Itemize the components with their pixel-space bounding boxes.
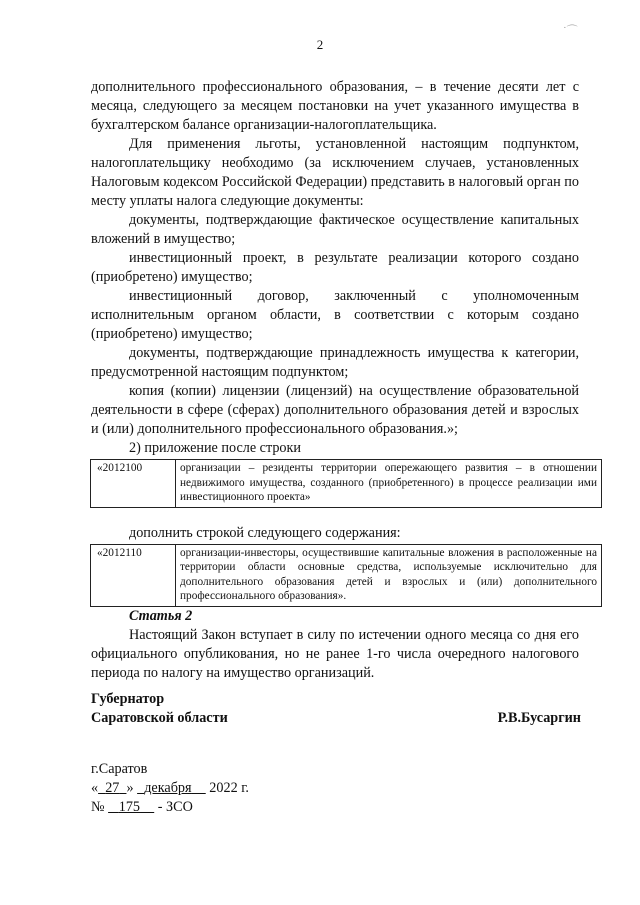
article-text: Настоящий Закон вступает в силу по истечении одного месяца со дня его официального опубликования, но не ранее 1-го числа очередного налогового периода по налогу на имущество организаций. xyxy=(91,626,579,681)
paragraph: копия (копии) лицензии (лицензий) на осуществление образовательной деятельности в сфере (сферах) дополнительного образования детей и взрослых и (или) дополнительного профессионального образования.»; xyxy=(91,383,579,437)
number-suffix: - ЗСО xyxy=(157,799,193,815)
date-day: 27 xyxy=(105,780,120,796)
signature-name: Р.В.Бусаргин xyxy=(497,710,581,726)
paragraph: дополнительного профессионального образования, – в течение десяти лет с месяца, следующего за месяцем постановки на учет указанного имущества в бухгалтерском балансе организации-налогоплательщика. xyxy=(91,79,579,133)
table-row xyxy=(91,544,602,606)
number-prefix: № xyxy=(91,799,105,815)
paragraph: документы, подтверждающие фактическое осуществление капитальных вложений в имущество; xyxy=(91,212,579,247)
signature-position-line2: Саратовской области xyxy=(91,710,228,726)
paragraph: 2) приложение после строки xyxy=(129,440,302,456)
paragraph: документы, подтверждающие принадлежность имущества к категории, предусмотренной настоящим подпунктом; xyxy=(91,345,579,380)
document-meta xyxy=(91,760,249,817)
signature-block xyxy=(91,690,581,728)
spacer xyxy=(91,508,579,524)
new-row-table xyxy=(90,544,602,607)
table-row xyxy=(91,460,602,508)
corner-mark: ˙⌒ xyxy=(563,25,578,37)
row-code: «2012100 xyxy=(91,460,176,508)
city: г.Саратов xyxy=(91,761,148,777)
article-title: Статья 2 xyxy=(129,607,193,624)
row-text: организации-инвесторы, осуществившие капитальные вложения в расположенные на территории области основные средства, используемые исключительно для дополнительного образования детей и взрослых и (или) дополнительного профессионального образования». xyxy=(176,544,602,606)
paragraph: инвестиционный договор, заключенный с уполномоченным исполнительным органом области, в соответствии с которым создано (приобретено) имущество; xyxy=(91,288,579,342)
date-line xyxy=(91,779,249,798)
law-number: 175 xyxy=(118,799,141,815)
row-code: «2012110 xyxy=(91,544,176,606)
paragraph: Для применения льготы, установленной настоящим подпунктом, налогоплательщику необходимо (за исключением случаев, установленных Налоговым кодексом Российской Федерации) представить в налоговый орган по месту уплаты налога следующие документы: xyxy=(91,136,579,209)
date-open-quote: « xyxy=(91,780,99,796)
date-close-quote: » xyxy=(126,780,134,796)
date-month: декабря xyxy=(144,780,192,796)
existing-row-table xyxy=(90,459,602,508)
document-body xyxy=(91,78,597,683)
row-text: организации – резиденты территории опережающего развития – в отношении недвижимого имущества, созданного (приобретенного) в процессе реализации ими инвестиционного проекта» xyxy=(176,460,602,508)
page-number: 2 xyxy=(316,37,324,52)
date-year: 2022 г. xyxy=(209,780,249,796)
paragraph: инвестиционный проект, в результате реализации которого создано (приобретено) имущество; xyxy=(91,250,579,285)
number-line xyxy=(91,798,249,817)
signature-position-line1: Губернатор xyxy=(91,691,165,707)
supplement-text: дополнить строкой следующего содержания: xyxy=(129,524,401,541)
